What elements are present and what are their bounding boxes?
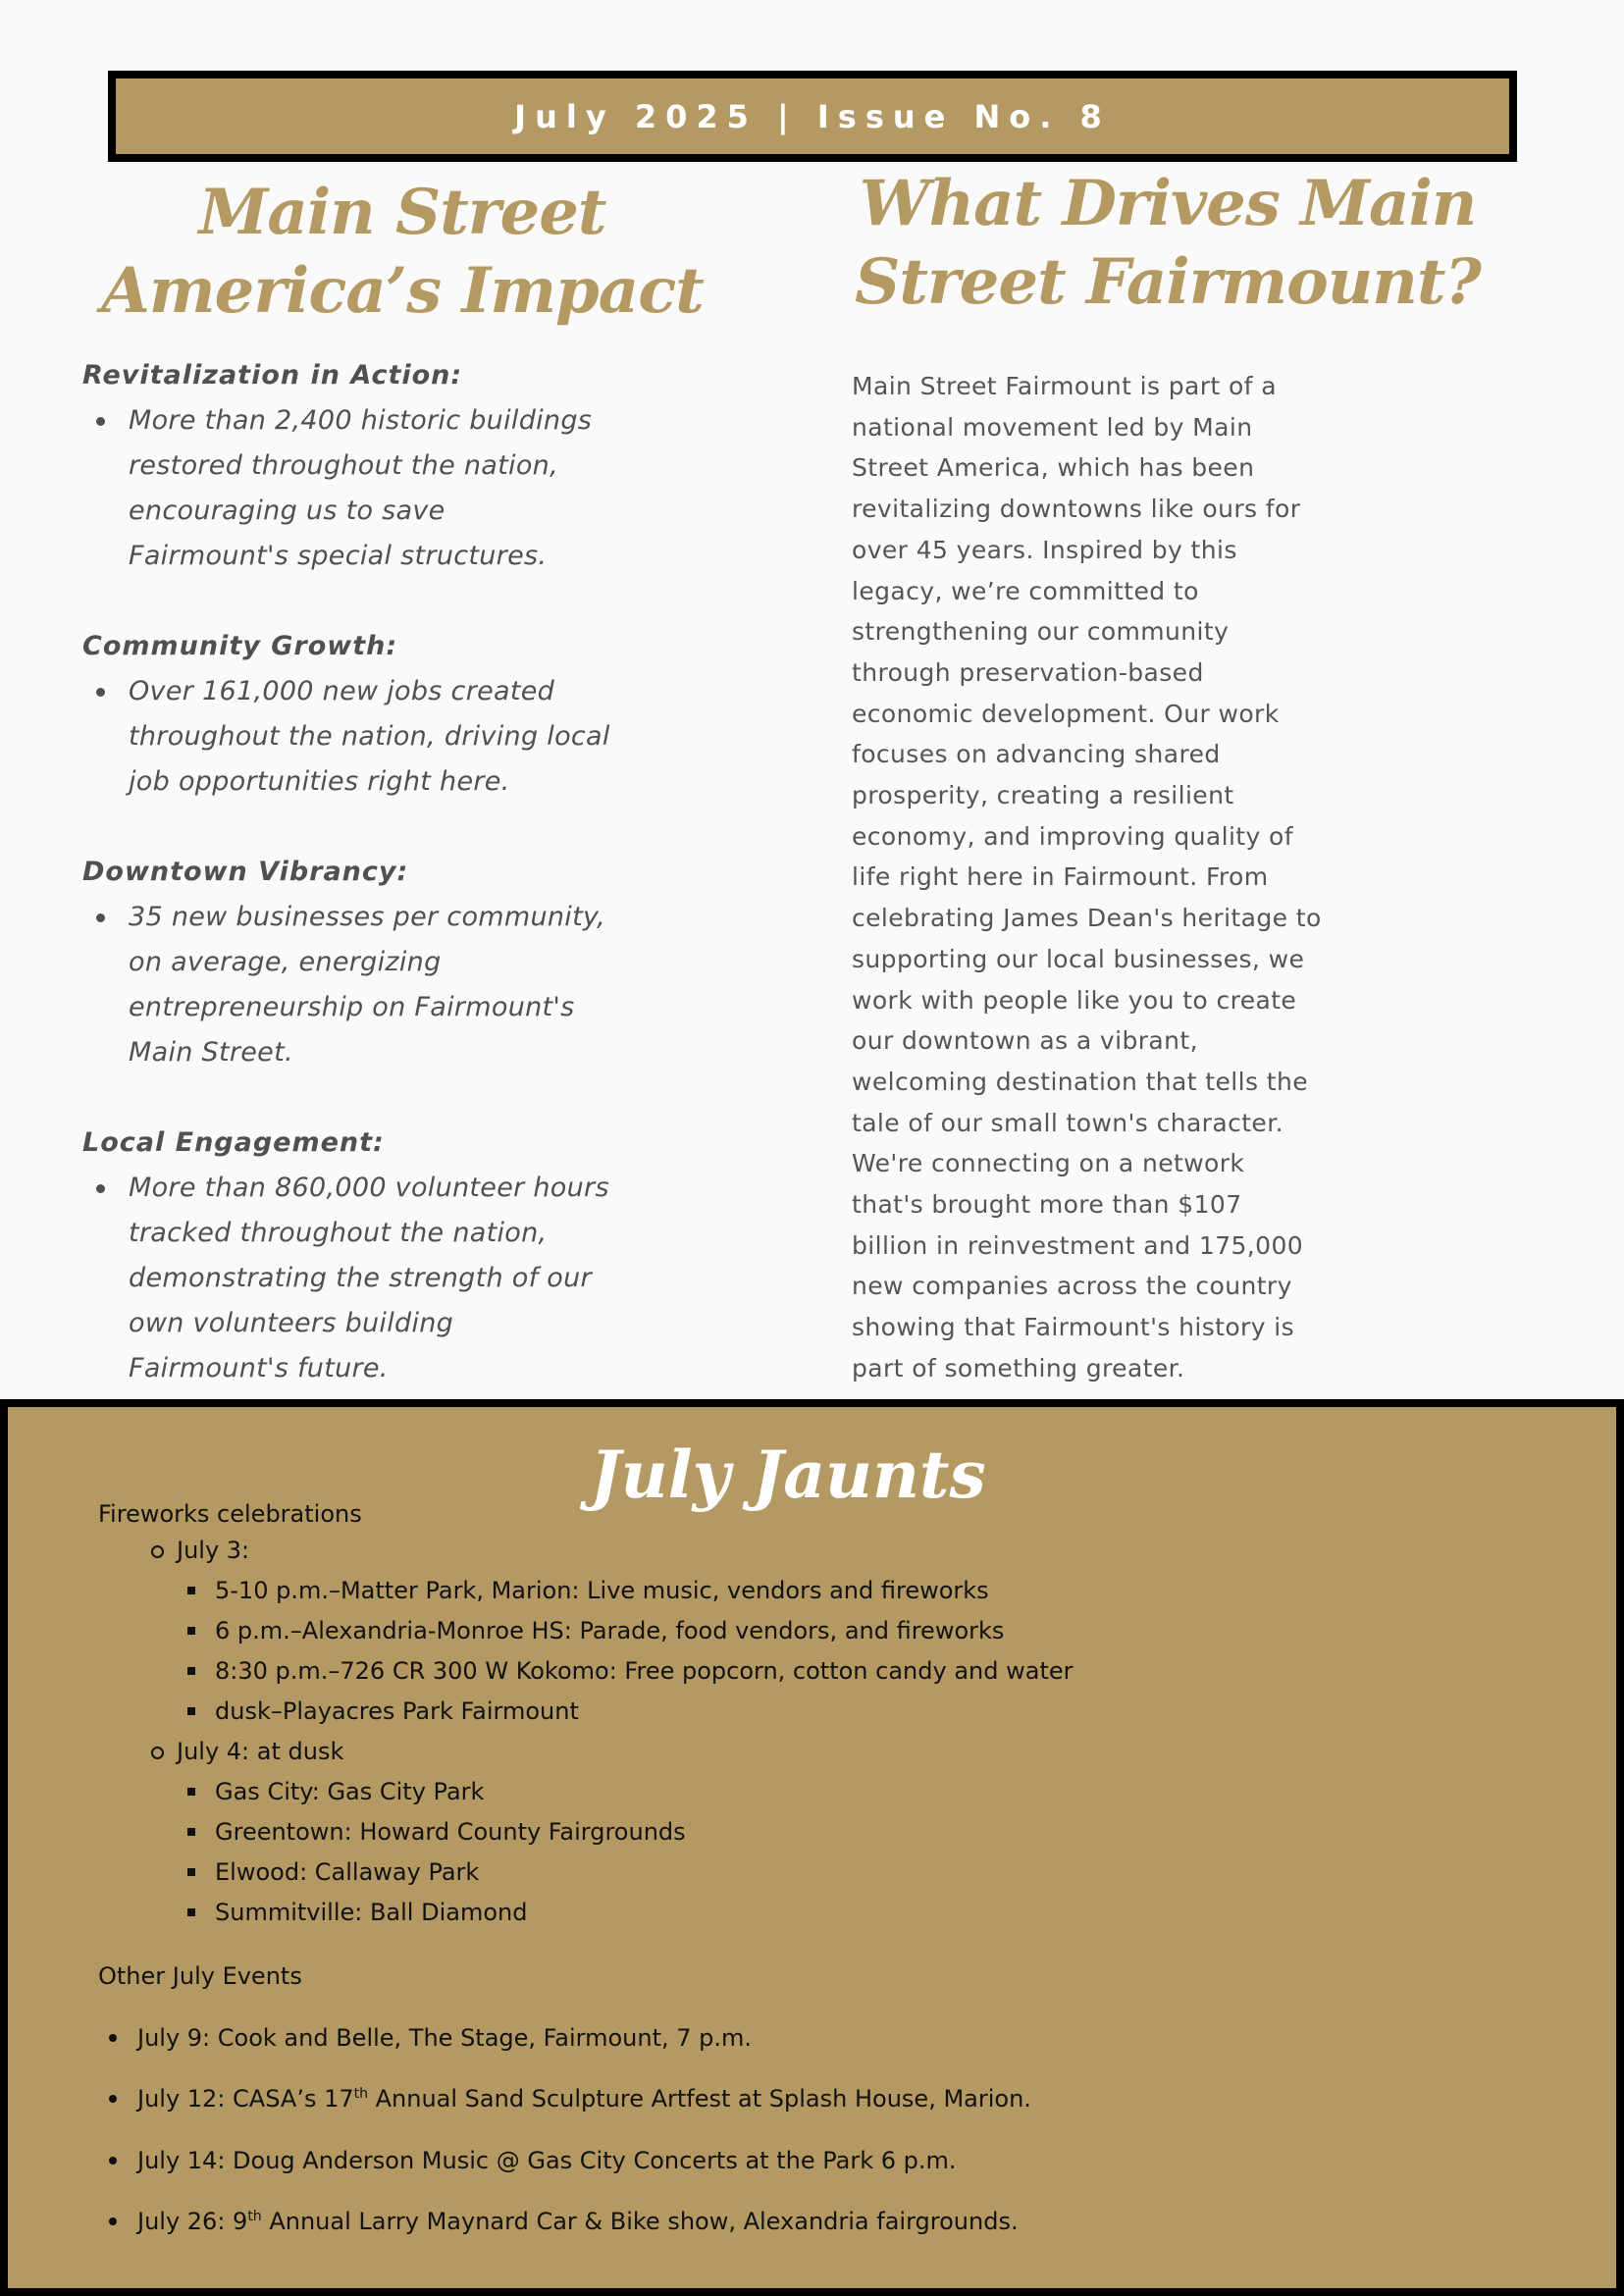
drives-body: Main Street Fairmount is part of a national movement led by Main Street America, which has been revitalizing downtowns like ours for over 45 years. Inspired by this legacy, we’re committed to strengthening our community through preservation-based economic development. Our work focuses on advancing shared prosperity, creating a resilient economy, and improving quality of life right here in Fairmount. From celebrating James Dean's heritage to supporting our local businesses, we work with people like you to create our downtown as a vibrant, welcoming destination that tells the tale of our small town's character. We're connecting on a network that's brought more than $107 billion in reinvestment and 175,000 new companies across the country showing that Fairmount's history is part of something greater. [852, 372, 1322, 1383]
event-item [137, 2084, 1031, 2113]
event-item [137, 2023, 752, 2053]
impact-item: More than 860,000 volunteer hours tracked throughout the nation, demonstrating the strength of our own volunteers building Fairmount's future. [82, 1166, 612, 1391]
impact-group [82, 353, 612, 579]
event-text: July 12: CASA’s 17 [137, 2085, 354, 2113]
issue-banner [108, 71, 1517, 162]
impact-group [82, 850, 612, 1075]
impact-item: More than 2,400 historic buildings restored throughout the nation, encouraging us to save Fairmount's special structures. [82, 398, 612, 579]
jaunts-title: July Jaunts [590, 1436, 986, 1513]
event-text: Annual Larry Maynard Car & Bike show, Alexandria fairgrounds. [261, 2208, 1019, 2235]
impact-item: Over 161,000 new jobs created throughout the nation, driving local job opportunities right here. [82, 669, 612, 805]
impact-title: Main Street America’s Impact [101, 176, 704, 328]
event-text: July 14: Doug Anderson Music @ Gas City Concerts at the Park 6 p.m. [137, 2147, 957, 2174]
other-events-heading: Other July Events [98, 1962, 302, 1990]
impact-group [82, 624, 612, 805]
event-text: July 9: Cook and Belle, The Stage, Fairmount, 7 p.m. [137, 2024, 753, 2052]
impact-item: 35 new businesses per community, on average, energizing entrepreneurship on Fairmount's Main Street. [82, 895, 612, 1075]
impact-heading: Community Growth: [82, 631, 398, 661]
drives-title: What Drives Main Street Fairmount? [855, 167, 1481, 319]
impact-heading: Local Engagement: [82, 1127, 385, 1158]
july3-item: 5-10 p.m.–Matter Park, Marion: Live music, vendors and fireworks [215, 1577, 989, 1604]
impact-heading: Revitalization in Action: [82, 360, 463, 391]
ordinal-suffix: th [353, 2086, 368, 2102]
issue-date: July 2025 | Issue No. 8 [514, 97, 1111, 135]
july4-item: Greentown: Howard County Fairgrounds [215, 1818, 686, 1846]
july-jaunts-section [0, 1399, 1624, 2296]
july3-item: 6 p.m.–Alexandria-Monroe HS: Parade, food vendors, and fireworks [215, 1617, 1005, 1644]
ordinal-suffix: th [247, 2209, 262, 2224]
july4-label: July 4: at dusk [177, 1738, 344, 1765]
july4-item: Gas City: Gas City Park [215, 1778, 485, 1805]
july4-item: Summitville: Ball Diamond [215, 1899, 528, 1926]
impact-section [82, 353, 612, 1436]
impact-group [82, 1121, 612, 1391]
impact-heading: Downtown Vibrancy: [82, 857, 409, 887]
event-text: Annual Sand Sculpture Artfest at Splash House, Marion. [368, 2085, 1031, 2113]
event-item [137, 2146, 957, 2175]
event-item [137, 2207, 1019, 2236]
event-text: July 26: 9 [137, 2208, 248, 2235]
july3-item: 8:30 p.m.–726 CR 300 W Kokomo: Free popcorn, cotton candy and water [215, 1657, 1074, 1685]
july4-item: Elwood: Callaway Park [215, 1858, 480, 1886]
fireworks-heading: Fireworks celebrations [98, 1500, 362, 1528]
july3-label: July 3: [177, 1537, 250, 1564]
july3-item: dusk–Playacres Park Fairmount [215, 1697, 579, 1725]
